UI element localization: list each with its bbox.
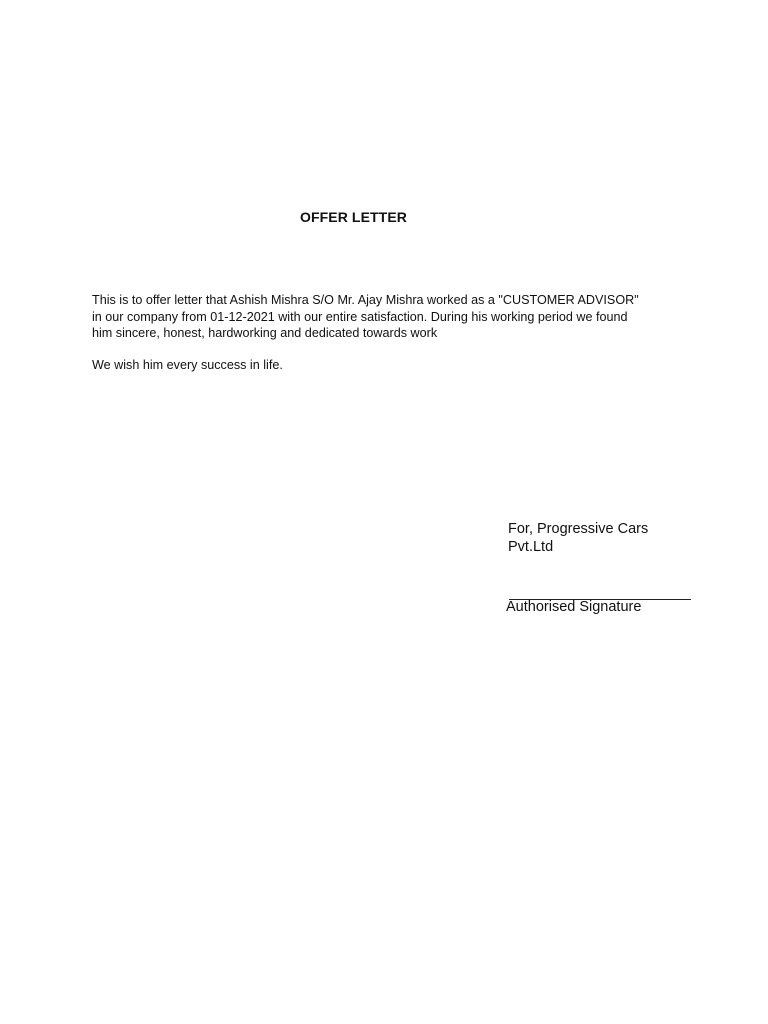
document-title: OFFER LETTER xyxy=(300,209,407,225)
company-line: For, Progressive Cars xyxy=(508,521,649,537)
signature-label: Authorised Signature xyxy=(506,599,642,615)
body-line: in our company from 01-12-2021 with our entire satisfaction. During his working period we found xyxy=(92,309,628,324)
company-block xyxy=(508,520,648,556)
closing-line: We wish him every success in life. xyxy=(92,358,283,372)
body-paragraph xyxy=(92,292,702,342)
company-line: Pvt.Ltd xyxy=(508,539,554,555)
body-line: him sincere, honest, hardworking and dedicated towards work xyxy=(92,326,438,340)
body-line: This is to offer letter that Ashish Mishra S/O Mr. Ajay Mishra worked as a "CUSTOMER ADVISOR" xyxy=(92,293,639,307)
